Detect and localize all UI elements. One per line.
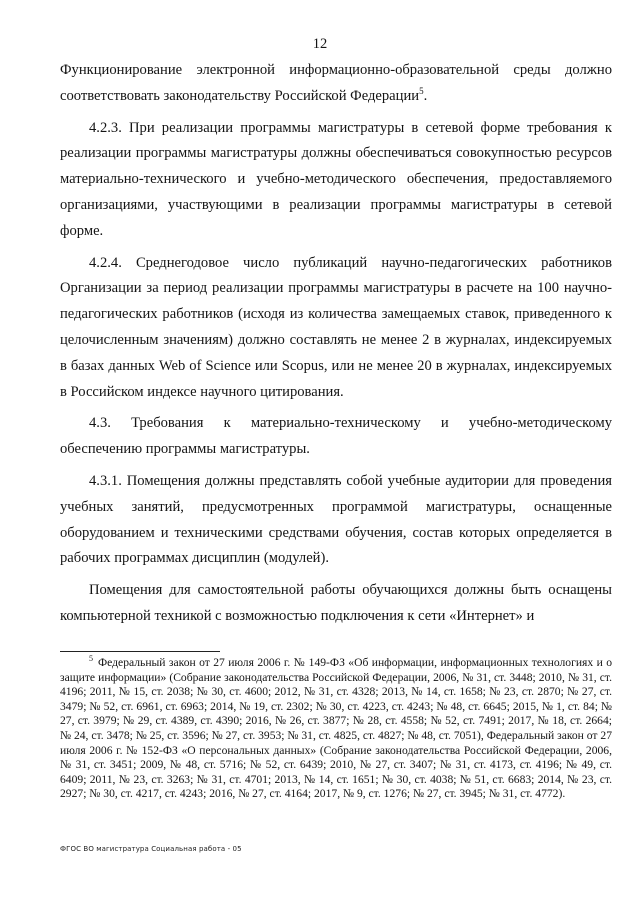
- paragraph-self-study-rooms: Помещения для самостоятельной работы обучающихся должны быть оснащены компьютерной техникой с возможностью подключения к сети «Интернет» и: [60, 582, 612, 624]
- paragraph-env-requirement: Функционирование электронной информационно-образовательной среды должно соответствовать законодательству Российской Федерации$^5$.: [60, 62, 612, 104]
- footnote: [60, 656, 612, 802]
- paragraph-4-3-1: 4.3.1. Помещения должны представлять собой учебные аудитории для проведения учебных занятий, предусмотренных программой магистратуры, оснащенные оборудованием и техническими средствами обучения, состав которых определяется в рабочих программах дисциплин (модулей).: [60, 472, 612, 567]
- page-number: 12: [312, 36, 328, 52]
- footnote-mark: 5: [89, 654, 93, 664]
- footnote-reference: 5: [419, 85, 424, 96]
- paragraph-4-2-4: 4.2.4. Среднегодовое число публикаций научно-педагогических работников Организации за период реализации программы магистратуры в расчете на 100 научно-педагогических работников (исходя из количества замещаемых ставок, приведенного к целочисленным значениям) должно составлять не менее 2 в журналах, индексируемых в базах данных Web of Science или Scopus, или не менее 20 в журналах, индексируемых в Российском индексе научного цитирования.: [60, 254, 612, 400]
- body-text: [60, 58, 612, 630]
- paragraph-4-3: 4.3. Требования к материально-техническому и учебно-методическому обеспечению программы магистратуры.: [60, 415, 612, 458]
- footnote-text: Федеральный закон от 27 июля 2006 г. № 149-ФЗ «Об информации, информационных технологиях и о защите информации» (Собрание законодательства Российской Федерации, 2006, № 31, ст. 3448; 2010, № 31, ст. 4196; 2011, № 15, ст. 2038; № 30, ст. 4600; 2012, № 31, ст. 4328; 2013, № 14, ст. 1658; № 23, ст. 2870; № 27, ст. 3479; № 52, ст. 6961, ст. 6963; 2014, № 19, ст. 2302; № 30, ст. 4223, ст. 4243; № 48, ст. 6645; 2015, № 1, ст. 84; № 27, ст. 3979; № 29, ст. 4389, ст. 4390; 2016, № 26, ст. 3877; № 28, ст. 4558; № 52, ст. 7491; 2017, № 18, ст. 2664; № 24, ст. 3478; № 25, ст. 3596; № 27, ст. 3953; № 31, ст. 4825, ст. 4827; № 48, ст. 7051), Федеральный закон от 27 июля 2006 г. № 152-ФЗ «О персональных данных» (Собрание законодательства Российской Федерации, 2006, № 31, ст. 3451; 2009, № 48, ст. 5716; № 52, ст. 6439; 2010, № 27, ст. 3407; № 31, ст. 4173, ст. 4196; № 49, ст. 6409; 2011, № 23, ст. 3263; № 31, ст. 4701; 2013, № 14, ст. 1651; № 30, ст. 4038; № 51, ст. 6683; 2014, № 23, ст. 2927; № 30, ст. 4217, ст. 4243; 2016, № 27, ст. 4164; 2017, № 9, ст. 1276; № 27, ст. 3945; № 31, ст. 4772).: [60, 656, 612, 801]
- footnote-separator: [60, 651, 220, 652]
- page-footer: ФГОС ВО магистратура Социальная работа - 05: [60, 845, 242, 853]
- paragraph-4-2-3: 4.2.3. При реализации программы магистратуры в сетевой форме требования к реализации программы магистратуры должны обеспечиваться совокупностью ресурсов материально-технического и учебно-методического обеспечения, предоставляемого организациями, участвующими в реализации программы магистратуры в сетевой форме.: [60, 119, 612, 239]
